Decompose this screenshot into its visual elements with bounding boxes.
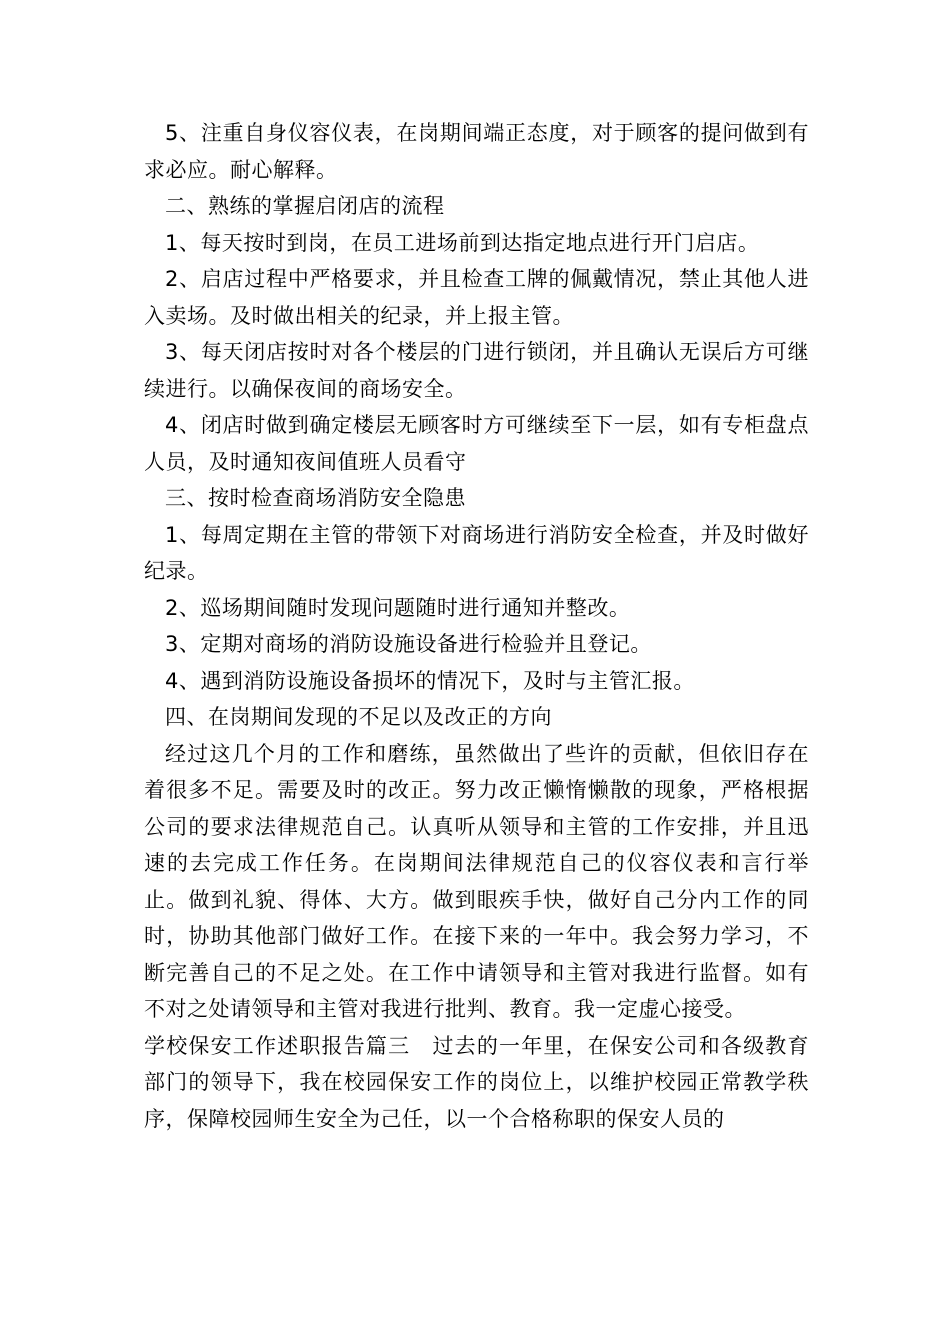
paragraph-fire-2: 2、巡场期间随时发现问题随时进行通知并整改。 (165, 595, 631, 620)
paragraph-fire-4: 4、遇到消防设施设备损坏的情况下，及时与主管汇报。 (165, 668, 695, 693)
document-body (144, 115, 809, 1137)
paragraph-report-three: 学校保安工作述职报告篇三 过去的一年里，在保安公司和各级教育部门的领导下，我在校园保安工作的岗位上，以维护校园正常教学秩序，保障校园师生安全为己任，以一个合格称职的保安人员的 (144, 1033, 809, 1131)
section-heading-fire-safety: 三、按时检查商场消防安全隐患 (165, 486, 466, 510)
paragraph-open-3: 3、每天闭店按时对各个楼层的门进行锁闭，并且确认无误后方可继续进行。以确保夜间的商场安全。 (144, 340, 809, 401)
paragraph-fire-1: 1、每周定期在主管的带领下对商场进行消防安全检查，并及时做好纪录。 (144, 522, 809, 583)
paragraph-shortcomings-body: 经过这几个月的工作和磨练，虽然做出了些许的贡献，但依旧存在着很多不足。需要及时的改正。努力改正懒惰懒散的现象，严格根据公司的要求法律规范自己。认真听从领导和主管的工作安排，并且迅速的去完成工作任务。在岗期间法律规范自己的仪容仪表和言行举止。做到礼貌、得体、大方。做到眼疾手快，做好自己分内工作的同时，协助其他部门做好工作。在接下来的一年中。我会努力学习，不断完善自己的不足之处。在工作中请领导和主管对我进行监督。如有不对之处请领导和主管对我进行批判、教育。我一定虚心接受。 (144, 741, 809, 1021)
section-heading-open-close-store: 二、熟练的掌握启闭店的流程 (165, 194, 445, 218)
paragraph-fire-3: 3、定期对商场的消防设施设备进行检验并且登记。 (165, 632, 652, 656)
section-heading-shortcomings: 四、在岗期间发现的不足以及改正的方向 (165, 705, 552, 729)
paragraph-open-2: 2、启店过程中严格要求，并且检查工牌的佩戴情况，禁止其他人进入卖场。及时做出相关的纪录，并上报主管。 (144, 267, 809, 328)
paragraph-item-5: 5、注重自身仪容仪表，在岗期间端正态度，对于顾客的提问做到有求必应。耐心解释。 (144, 121, 809, 182)
paragraph-open-1: 1、每天按时到岗，在员工进场前到达指定地点进行开门启店。 (165, 230, 760, 255)
paragraph-open-4: 4、闭店时做到确定楼层无顾客时方可继续至下一层，如有专柜盘点人员，及时通知夜间值班人员看守 (144, 413, 809, 474)
